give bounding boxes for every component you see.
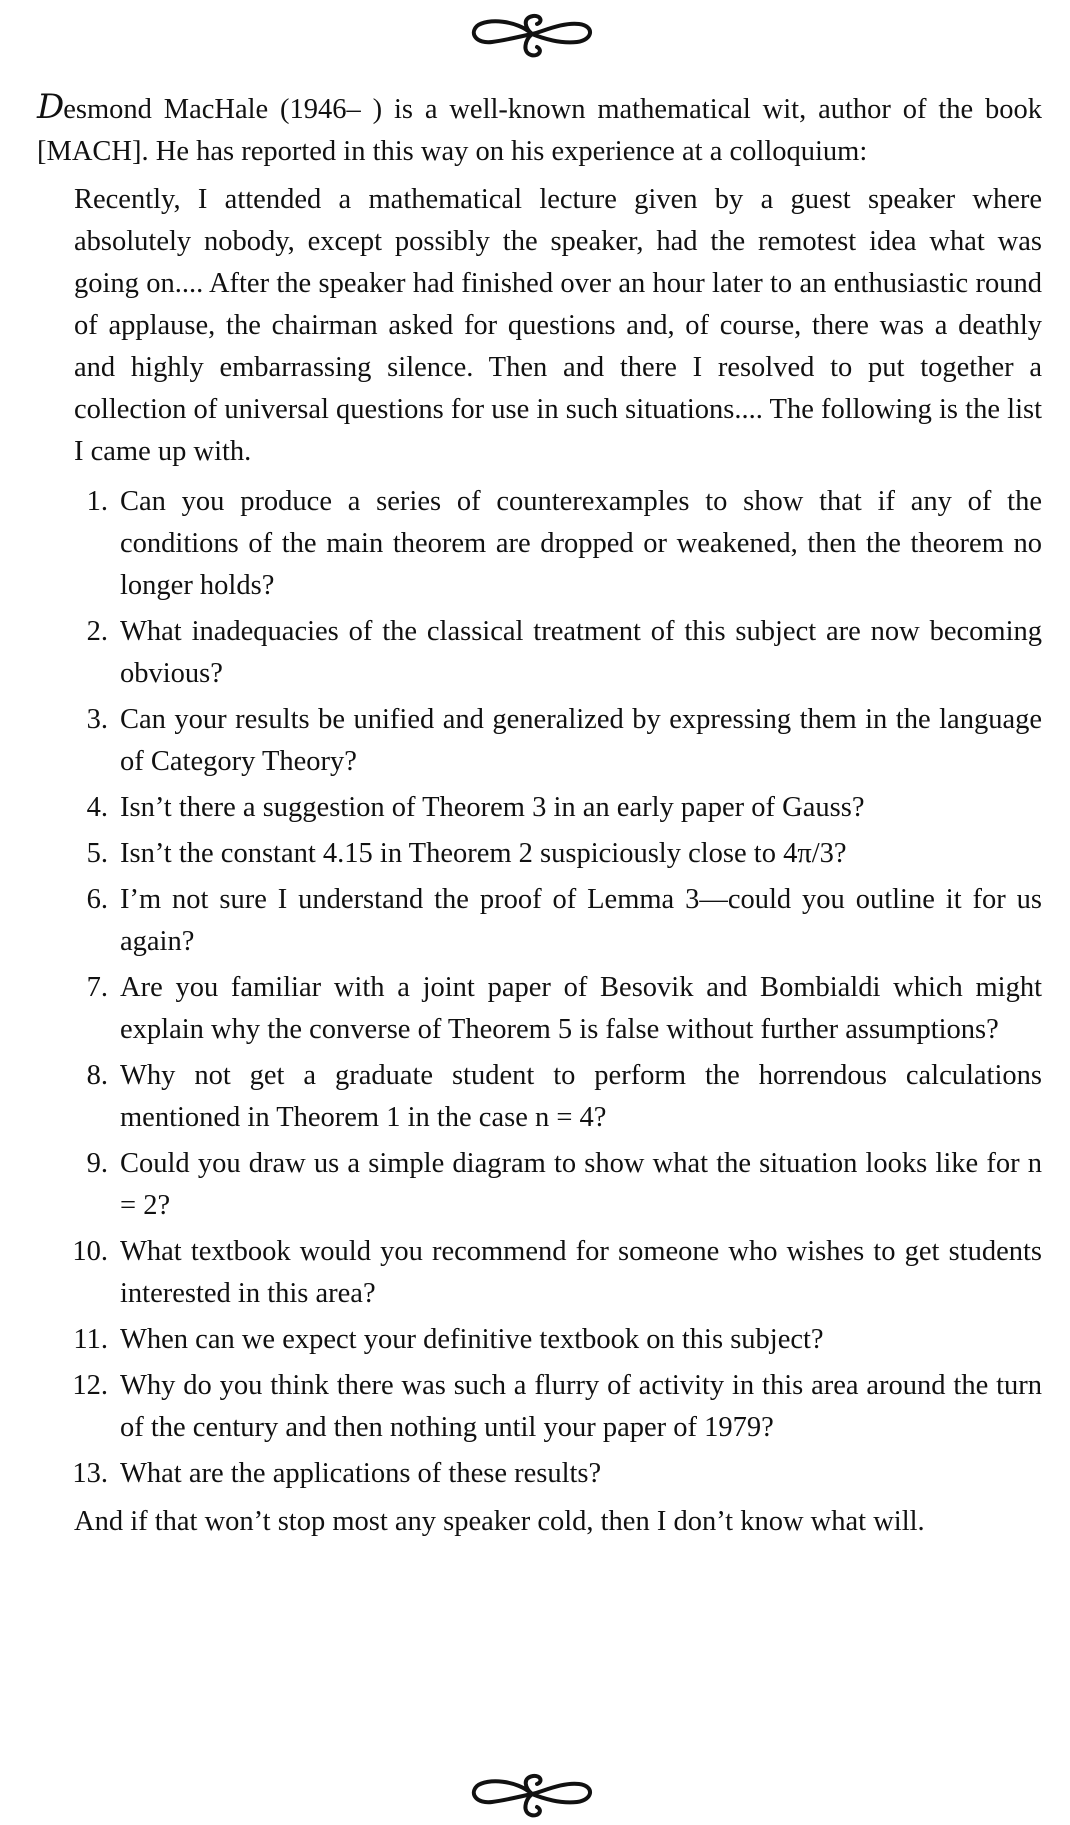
- question-item: [37, 1365, 1042, 1449]
- question-text: Isn’t the constant 4.15 in Theorem 2 suspiciously close to 4π/3?: [120, 838, 847, 869]
- question-number: 3.: [86, 704, 108, 735]
- closing-paragraph: And if that won’t stop most any speaker cold, then I don’t know what will.: [74, 1506, 925, 1537]
- question-item: [37, 879, 1042, 963]
- question-text: Are you familiar with a joint paper of Besovik and Bombialdi which might explain why the converse of Theorem 5 is false without further assumptions?: [120, 972, 1042, 1045]
- drop-cap: D: [37, 87, 64, 127]
- question-number: 4.: [86, 792, 108, 823]
- intro-paragraph: [37, 86, 1042, 173]
- intro-text: esmond MacHale (1946– ) is a well-known mathematical wit, author of the book [MACH]. He has reported in this way on his experience at a colloquium:: [37, 94, 1042, 167]
- question-item: [37, 1231, 1042, 1315]
- question-text: What inadequacies of the classical treatment of this subject are now becoming obvious?: [120, 616, 1042, 689]
- question-number: 10.: [72, 1236, 108, 1267]
- question-item: [37, 611, 1042, 695]
- question-text: Why not get a graduate student to perform the horrendous calculations mentioned in Theorem 1 in the case n = 4?: [120, 1060, 1042, 1133]
- ornament-flourish-icon: [467, 12, 597, 60]
- question-number: 1.: [86, 486, 108, 517]
- question-text: When can we expect your definitive textbook on this subject?: [120, 1324, 824, 1355]
- question-number: 5.: [86, 838, 108, 869]
- question-number: 12.: [72, 1370, 108, 1401]
- question-number: 6.: [86, 884, 108, 915]
- question-number: 8.: [86, 1060, 108, 1091]
- question-item: [37, 1143, 1042, 1227]
- question-item: [37, 1055, 1042, 1139]
- question-item: [37, 1319, 1042, 1361]
- question-item: [37, 481, 1042, 607]
- question-number: 13.: [72, 1458, 108, 1489]
- question-number: 9.: [86, 1148, 108, 1179]
- question-text: Why do you think there was such a flurry of activity in this area around the turn of the century and then nothing until your paper of 1979?: [120, 1370, 1042, 1443]
- question-text: Could you draw us a simple diagram to show what the situation looks like for n = 2?: [120, 1148, 1042, 1221]
- question-item: [37, 967, 1042, 1051]
- question-item: [37, 787, 1042, 829]
- question-number: 7.: [86, 972, 108, 1003]
- question-item: [37, 833, 1042, 875]
- question-text: I’m not sure I understand the proof of Lemma 3—could you outline it for us again?: [120, 884, 1042, 957]
- question-number: 11.: [73, 1324, 108, 1355]
- question-text: What are the applications of these results?: [120, 1458, 602, 1489]
- question-text: Can you produce a series of counterexamples to show that if any of the conditions of the main theorem are dropped or weakened, then the theorem no longer holds?: [120, 486, 1042, 601]
- question-text: What textbook would you recommend for someone who wishes to get students interested in this area?: [120, 1236, 1042, 1309]
- question-number: 2.: [86, 616, 108, 647]
- question-text: Can your results be unified and generalized by expressing them in the language of Category Theory?: [120, 704, 1042, 777]
- question-item: [37, 1453, 1042, 1495]
- question-item: [37, 699, 1042, 783]
- document-page: [37, 86, 1042, 1543]
- block-quote: Recently, I attended a mathematical lecture given by a guest speaker where absolutely nobody, except possibly the speaker, had the remotest idea what was going on.... After the speaker had finished over an hour later to an enthusiastic round of applause, the chairman asked for questions and, of course, there was a deathly and highly embarrassing silence. Then and there I resolved to put together a collection of universal questions for use in such situations.... The following is the list I came up with.: [74, 184, 1042, 467]
- question-list: [37, 481, 1042, 1495]
- question-text: Isn’t there a suggestion of Theorem 3 in an early paper of Gauss?: [120, 792, 865, 823]
- ornament-flourish-icon: [467, 1772, 597, 1820]
